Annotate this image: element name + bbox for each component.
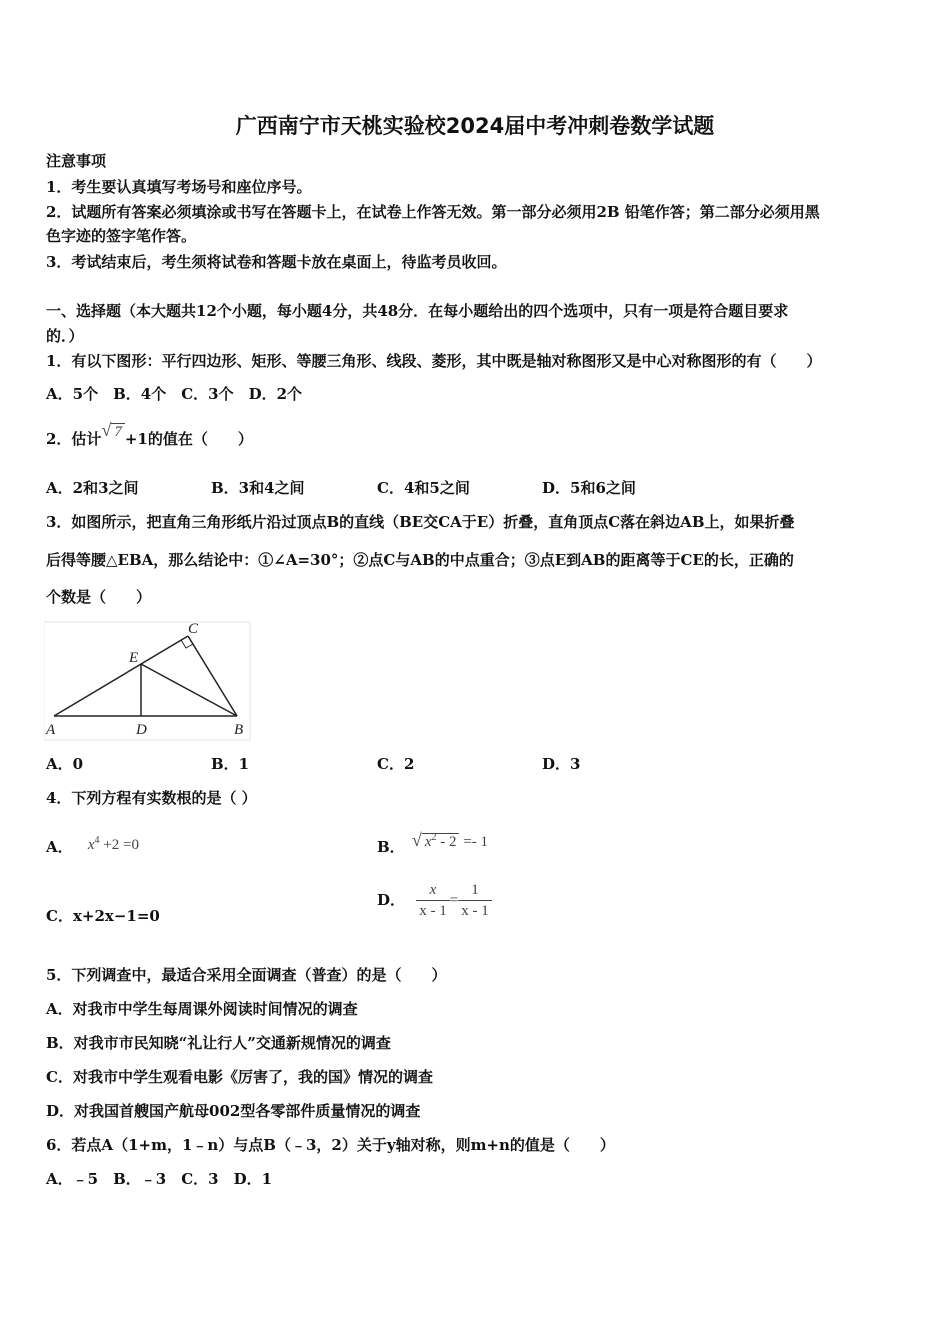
q4-a-rest: +2 =0 [103,837,139,853]
q3-option-c: C．2 [377,755,415,773]
q6-stem: 6．若点A（1+m，1﹣n）与点B（﹣3，2）关于y轴对称，则m+n的值是（ ） [46,1136,615,1154]
q4-d-num2: 1 [458,880,492,901]
q5-option-a: A．对我市中学生每周课外阅读时间情况的调查 [46,1000,358,1018]
q3-line-2: 后得等腰△EBA，那么结论中：①∠A=30°；②点C与AB的中点重合；③点E到AB的距离等于CE的长，正确的 [46,551,794,569]
q3-triangle-figure [44,620,254,745]
q5-stem: 5．下列调查中，最适合采用全面调查（普查）的是（ ） [46,966,447,984]
q2-stem [46,420,253,450]
q4-option-d-label: D． [377,890,406,909]
q4-b-inner: - 2 [440,834,457,850]
q3-option-a: A．0 [46,755,84,773]
q1-options: A．5个 B．4个 C．3个 D．2个 [46,385,303,403]
q4-a-base: x [87,837,95,853]
q2-option-b: B．3和4之间 [211,479,305,497]
q4-b-exp: 2 [431,832,437,843]
q4-option-b-equation: √ $x^2 - 2 =- 1$ [411,830,488,850]
q4-option-d [377,880,492,921]
notice-item-2: 2．试题所有答案必须填涂或书写在答题卡上，在试卷上作答无效。第一部分必须用2B 铅笔作答；第二部分必须用黑 [46,203,820,221]
q2-option-d: D．5和6之间 [542,479,636,497]
notice-heading: 注意事项 [46,152,107,170]
q2-option-c: C．4和5之间 [377,479,470,497]
label-e: E [129,650,139,666]
q3-option-b: B．1 [211,755,250,773]
label-c: C [188,621,199,637]
q3-line-3: 个数是（ ） [46,588,152,606]
q4-d-fraction-left [416,880,450,921]
label-b: B [234,722,244,738]
label-d: D [136,722,147,738]
q4-d-fraction-right [458,880,492,921]
q1-stem: 1．有以下图形：平行四边形、矩形、等腰三角形、线段、菱形，其中既是轴对称图形又是中心对称图形的有（ ） [46,352,822,370]
q4-option-c: C．x+2x−1=0 [46,907,160,925]
q4-a-exp: 4 [94,835,100,846]
notice-item-3: 3．考试结束后，考生须将试卷和答题卡放在桌面上，待监考员收回。 [46,253,507,271]
page-title: 广西南宁市天桃实验校2024届中考冲刺卷数学试题 [235,114,715,138]
q6-options: A．﹣5 B．﹣3 C．3 D．1 [46,1170,273,1188]
q3-line-1: 3．如图所示，把直角三角形纸片沿过顶点B的直线（BE交CA于E）折叠，直角顶点C落在斜边AB上，如果折叠 [46,513,795,531]
q4-option-b-label: B． [377,838,405,856]
notice-item-2-cont: 色字迹的签字笔作答。 [46,227,197,245]
q4-d-den2: x - 1 [461,903,489,919]
q4-d-num1: x [416,880,450,901]
q4-b-rest: =- 1 [463,834,488,850]
section-heading-cont: 的．） [46,327,84,345]
q4-d-equals: = [449,892,459,909]
q2-option-a: A．2和3之间 [46,479,139,497]
section-heading: 一、选择题（本大题共12个小题，每小题4分，共48分．在每小题给出的四个选项中，只有一项是符合题目要求 [46,302,789,320]
notice-item-1: 1．考生要认真填写考场号和座位序号。 [46,178,312,196]
q4-stem: 4．下列方程有实数根的是（ ） [46,789,257,807]
q4-b-radicand: x [424,834,432,850]
q2-stem-after: +1的值在（ ） [124,430,253,448]
q2-stem-before: 2．估计 [46,430,102,448]
q5-option-c: C．对我市中学生观看电影《厉害了，我的国》情况的调查 [46,1068,433,1086]
q4-option-a-label: A． [46,838,73,856]
q4-option-b [377,830,488,858]
q5-option-b: B．对我市市民知晓“礼让行人”交通新规情况的调查 [46,1034,391,1052]
sqrt-seven: √ 7 [101,420,124,442]
q4-option-a-equation [88,837,139,853]
q4-option-a [46,834,139,858]
q5-option-d: D．对我国首艘国产航母002型各零部件质量情况的调查 [46,1102,421,1120]
q3-option-d: D．3 [542,755,581,773]
q4-d-den1: x - 1 [419,903,447,919]
label-a: A [46,722,56,738]
q2-radicand: 7 [111,423,125,440]
